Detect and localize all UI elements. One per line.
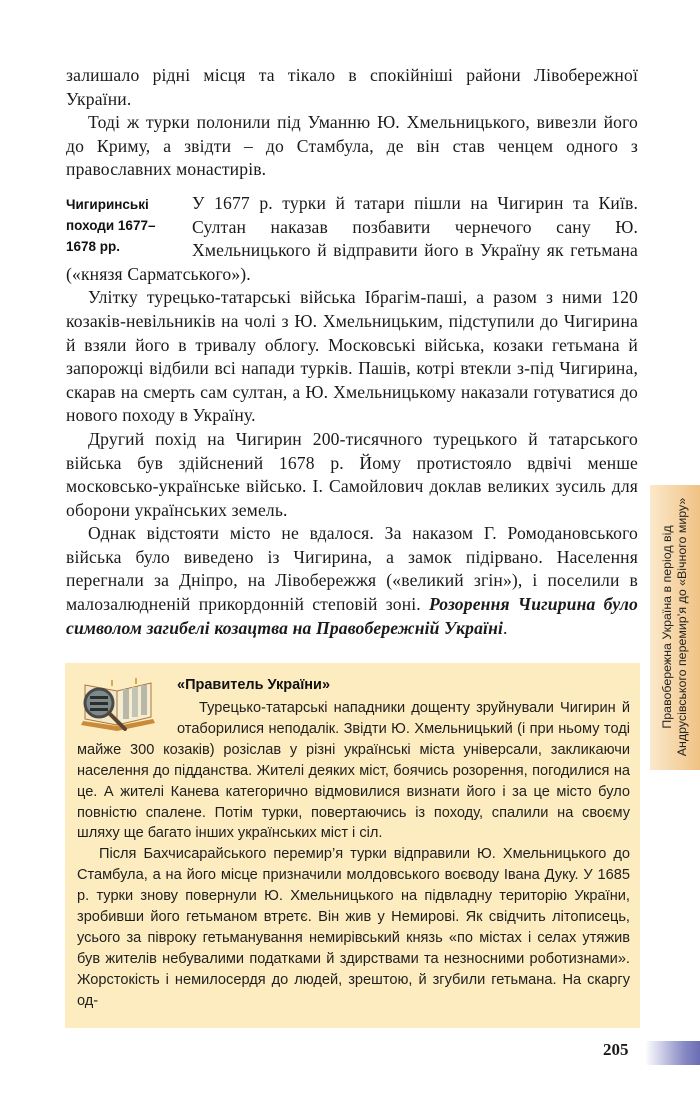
- paragraph: У 1677 р. турки й татари пішли на Чигирин та Київ. Султан наказав позбавити чернечого сану Ю. Хмельницького й відправити його в Україну як гетьмана («князя Сарматського»).: [66, 192, 638, 284]
- chapter-title: [660, 485, 690, 770]
- chapter-side-tab: [650, 485, 700, 770]
- book-magnifier-icon: [77, 675, 159, 735]
- page-number: 205: [603, 1040, 629, 1059]
- callout-title: «Правитель України»: [177, 677, 331, 693]
- emphasis-text: Розорення Чигирина було символом загибелі козацтва на Правобережній Україні: [66, 594, 638, 638]
- paragraph: Улітку турецько-татарські війська Ібрагім-паші, а разом з ними 120 козаків-невільників на чолі з Ю. Хмельницьким, підступили до Чигирина й взяли його в тривалу облогу. Московські війська, козаки гетьмана й запорожці відбили всі напади турків. Пашів, котрі втекли з-під Чигирина, скарав на смерть сам султан, а Ю. Хмельницькому наказали готуватися до нового походу в Україну.: [66, 287, 638, 426]
- callout-paragraph: Після Бахчисарайського перемир’я турки відправили Ю. Хмельницького до Стамбула, а на його місце призначили молдовського воєводу Івана Дуку. У 1685 р. турки знову повернули Ю. Хмельницького на підвладну територію України, зробивши його гетьманом втретє. Він жив у Немирові. Як свідчить літописець, усього за півроку гетьманування немирівський князь «по містах і селах утяжив був жителів небувалими податками й здирствами та незносними роботизнами». Жорстокість і немилосердя до людей, зрештою, й згубили гетьмана. На скаргу од-: [77, 846, 630, 1009]
- callout-paragraph: Турецько-татарські нападники дощенту зруйнували Чигирин й отаборилися неподалік. Звідти Ю. Хмельницький (і при ньому тоді майже 300 козаків) розіслав у різні українські міста універсали, закликаючи населення до підданства. Жителі деяких міст, боячись розорення, погодилися на це. А жителі Канева категорично відмовилися визнати його і за це місто було повністю спалене. Потім турки, повертаючись із походу, спалили на своєму шляху ще багато інших українських міст і сіл.: [77, 700, 630, 842]
- chapter-title-line: Андрусівського перемир’я до «Вічного миру»: [675, 497, 689, 757]
- callout-box: [65, 663, 640, 1028]
- paragraph: [66, 522, 638, 640]
- paragraph-text: Однак відстояти місто не вдалося. За наказом Г. Ромодановського війська було виведено із Чигирина, а замок підірвано. Населення перегнали за Дніпро, на Лівобережжя («великий згін»), і поселили в малозалюдненій прикордонній степовій зоні.: [66, 523, 638, 615]
- chapter-title-line: Правобережна Україна в період від: [660, 525, 674, 729]
- paragraph: Тоді ж турки полонили під Уманню Ю. Хмельницького, вивезли його до Криму, а звідти – до Стамбула, де він став ченцем одного з православних монастирів.: [66, 112, 638, 180]
- page-number-bar: [645, 1041, 700, 1065]
- section-chyhyryn-campaigns: [66, 192, 638, 286]
- margin-heading: Чигиринські походи 1677–1678 рр.: [66, 196, 156, 254]
- paragraph: залишало рідні місця та тікало в спокійніші райони Лівобережної України.: [66, 65, 638, 109]
- paragraph-end: .: [503, 617, 508, 638]
- page-body: [66, 64, 638, 640]
- paragraph: Другий похід на Чигирин 200-тисячного турецького й татарського війська був здійснений 1678 р. Йому протистояло вдвічі менше московсько-українське військо. І. Самойлович доклав великих зусиль для оборони українських земель.: [66, 428, 638, 520]
